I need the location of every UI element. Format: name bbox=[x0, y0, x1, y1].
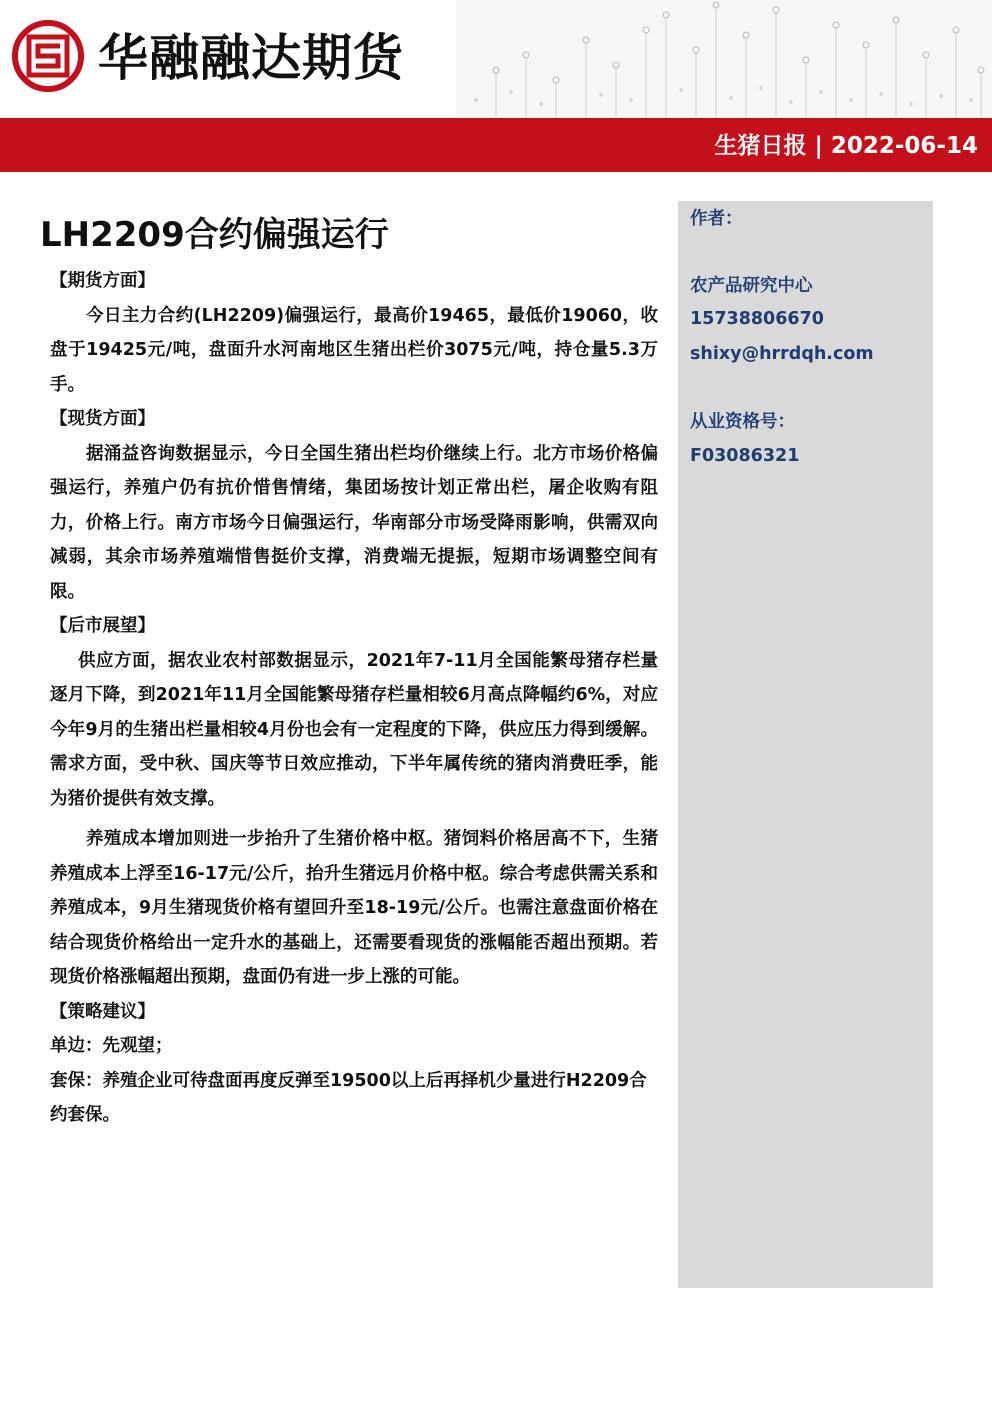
section-heading-outlook: 【后市展望】 bbox=[50, 616, 155, 636]
strategy-line-single: 单边：先观望； bbox=[50, 1036, 173, 1056]
outlook-paragraph-2: 养殖成本增加则进一步抬升了生猪价格中枢。猪饲料价格居高不下，生猪养殖成本上浮至16-17元/公斤，抬升生猪远月价格中枢。综合考虑供需关系和养殖成本，9月生猪现货价格有望回升至18-19元/公斤。也需注意盘面价格在结合现货价格给出一定升水的基础上，还需要看现货的涨幅能否超出预期。若现货价格涨幅超出预期，盘面仍有进一步上涨的可能。 bbox=[50, 829, 658, 987]
futures-paragraph: 今日主力合约(LH2209)偏强运行，最高价19465，最低价19060，收盘于19425元/吨，盘面升水河南地区生猪出栏价3075元/吨，持仓量5.3万手。 bbox=[50, 305, 658, 395]
author-phone: 15738806670 bbox=[690, 309, 824, 329]
license-number: F03086321 bbox=[690, 446, 800, 466]
license-label: 从业资格号： bbox=[690, 412, 795, 432]
article-body bbox=[50, 264, 658, 1133]
author-label: 作者： bbox=[690, 209, 743, 229]
report-type-date: 生猪日报 | 2022-06-14 bbox=[714, 133, 978, 159]
author-department: 农产品研究中心 bbox=[690, 276, 813, 296]
brand-name: 华融融达期货 bbox=[98, 29, 404, 87]
company-logo-icon bbox=[12, 20, 84, 92]
page-header bbox=[0, 0, 992, 120]
outlook-paragraph-1: 供应方面，据农业农村部数据显示，2021年7-11月全国能繁母猪存栏量逐月下降，到2021年11月全国能繁母猪存栏量相较6月高点降幅约6%，对应今年9月的生猪出栏量相较4月份也会有一定程度的下降，供应压力得到缓解。需求方面，受中秋、国庆等节日效应推动，下半年属传统的猪肉消费旺季，能为猪价提供有效支撑。 bbox=[50, 650, 658, 809]
strategy-line-hedge: 套保：养殖企业可待盘面再度反弹至19500以上后再择机少量进行H2209合约套保。 bbox=[50, 1070, 647, 1125]
section-heading-spot: 【现货方面】 bbox=[50, 409, 155, 429]
decorative-header-graphic bbox=[456, 0, 992, 118]
article-title: LH2209合约偏强运行 bbox=[40, 215, 389, 255]
author-email[interactable]: shixy@hrrdqh.com bbox=[690, 344, 874, 364]
section-heading-strategy: 【策略建议】 bbox=[50, 1001, 155, 1022]
spot-paragraph: 据涌益咨询数据显示，今日全国生猪出栏均价继续上行。北方市场价格偏强运行，养殖户仍有抗价惜售情绪，集团场按计划正常出栏，屠企收购有阻力，价格上行。南方市场今日偏强运行，华南部分市场受降雨影响，供需双向减弱，其余市场养殖端惜售挺价支撑，消费端无提振，短期市场调整空间有限。 bbox=[50, 443, 658, 602]
section-heading-futures: 【期货方面】 bbox=[50, 271, 155, 291]
